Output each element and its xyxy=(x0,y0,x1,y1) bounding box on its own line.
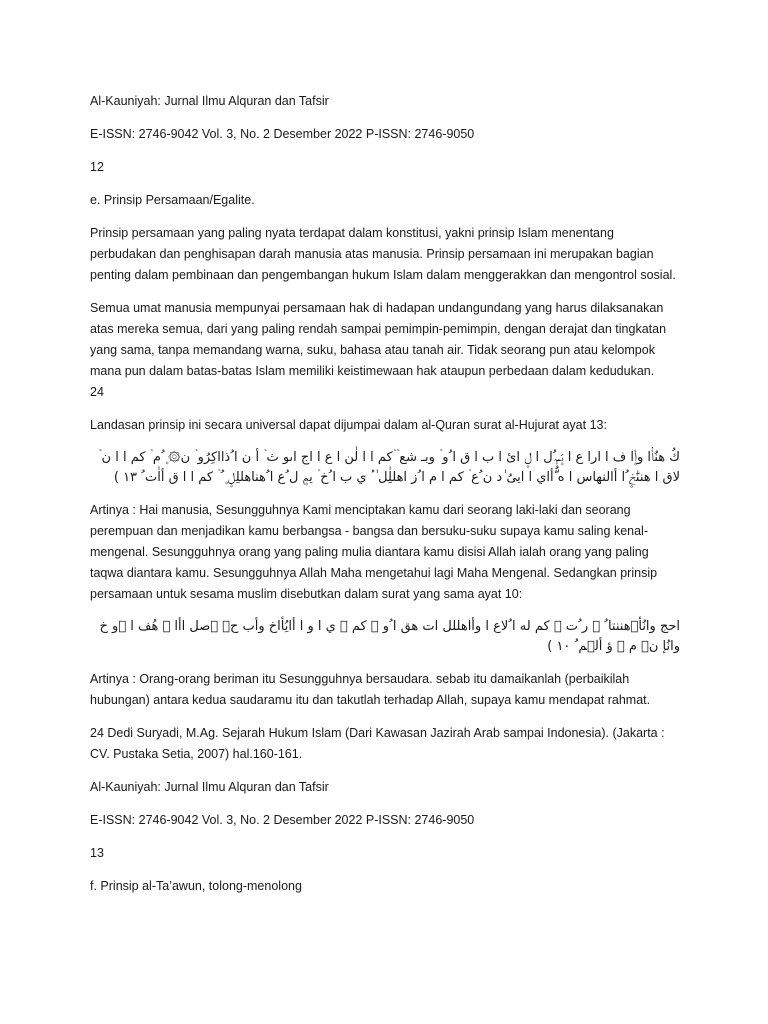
arabic-verse-hujurat-10: احج وانُأ۪هننتا ُ ۡ ر ُت ۡ كم له ا ُلاع ا وأاهللل ات هق ا ُو ۡ كم ۡ ي ا و ا أاىُِأاخ وأب ح۪ ۡصل اأا ۠ هُف ا ۡو خ وانُإ ن۪ م ۡ ؤ أل۪م ُ ١٠ ) xyxy=(99,619,680,654)
issn-line: E-ISSN: 2746-9042 Vol. 3, No. 2 Desember 2022 P-ISSN: 2746-9050 xyxy=(90,127,475,141)
arabic-verse-hujurat-13: كُ هنُأ۬ا وأ۪ا ف ا ارا ع ا ت۪ـ ُل ا ل۪ ائ ا ب ا ق ا ُو ۡ وبـ شع ۡ ۡكم ا ا لٰن ا ع ا اج اىو ث ۡ أ ن ا ُذااكِرُو ۡ ن۞ ۪ ُم ۡ كم ا ا ن ۡ لاق ا هننَٰخ۪ ُا أالنهاس ا ه ُّٰٓأاي ا ايىُ ٰد ن ُع ۡ كم ا م ا ُز اهللِٰل ٰ ُ۫ ي ب ا ُخ ۡ يم۪ ل ُع ا ُهناهللِل۪ ۪ ُ ۡ كم ا ا ق أاٰت ُ ١٣ ) xyxy=(98,450,680,485)
section-heading-e: e. Prinsip Persamaan/Egalite. xyxy=(90,193,255,207)
journal-title-2: Al-Kauniyah: Jurnal Ilmu Alquran dan Tafsir xyxy=(90,780,329,794)
footnote-24: 24 Dedi Suryadi, M.Ag. Sejarah Hukum Islam (Dari Kawasan Jazirah Arab sampai Indonesia). (Jakarta : CV. Pustaka Setia, 2007) hal.160-161. xyxy=(90,726,665,761)
translation-hujurat-13: Artinya : Hai manusia, Sesungguhnya Kami menciptakan kamu dari seorang laki-laki dan seorang perempuan dan menjadikan kamu berbangsa - bangsa dan bersuku-suku supaya kamu saling kenal-mengenal. Sesungguhnya orang yang paling mulia diantara kamu disisi Allah ialah orang yang paling taqwa diantara kamu. Sesungguhnya Allah Maha mengetahui lagi Maha Mengenal. Sedangkan prinsip persamaan untuk sesama muslim disebutkan dalam surat yang sama ayat 10: xyxy=(90,503,658,601)
paragraph-egalite-1: Prinsip persamaan yang paling nyata terdapat dalam konstitusi, yakni prinsip Islam menentang perbudakan dan penghisapan darah manusia atas manusia. Prinsip persamaan ini merupakan bagian penting dalam pembinaan dan pengembangan hukum Islam dalam menggerakkan dan mengontrol sosial. xyxy=(90,226,676,282)
translation-hujurat-10: Artinya : Orang-orang beriman itu Sesungguhnya bersaudara. sebab itu damaikanlah (perbaikilah hubungan) antara kedua saudaramu itu dan takutlah terhadap Allah, supaya kamu mendapat rahmat. xyxy=(90,672,651,707)
journal-title: Al-Kauniyah: Jurnal Ilmu Alquran dan Tafsir xyxy=(90,94,329,108)
paragraph-landasan: Landasan prinsip ini secara universal dapat dijumpai dalam al-Quran surat al-Hujurat ayat 13: xyxy=(90,418,607,432)
section-heading-f: f. Prinsip al-Ta’awun, tolong-menolong xyxy=(90,879,302,893)
paragraph-egalite-2 xyxy=(90,298,680,403)
issn-line-2: E-ISSN: 2746-9042 Vol. 3, No. 2 Desember 2022 P-ISSN: 2746-9050 xyxy=(90,813,475,827)
page-number: 12 xyxy=(90,160,104,174)
page-number-2: 13 xyxy=(90,846,104,860)
footnote-marker: 24 xyxy=(90,385,104,399)
paragraph-egalite-2-text: Semua umat manusia mempunyai persamaan hak di hadapan undangundang yang harus dilaksanakan atas mereka semua, dari yang paling rendah sampai pemimpin-pemimpin, dengan derajat dan tingkatan yang sama, tanpa memandang warna, suku, bahasa atau tanah air. Tidak seorang pun atau kelompok mana pun dalam batas-batas Islam memiliki keistimewaan hak ataupun perbedaan dalam kedudukan. xyxy=(90,301,667,378)
